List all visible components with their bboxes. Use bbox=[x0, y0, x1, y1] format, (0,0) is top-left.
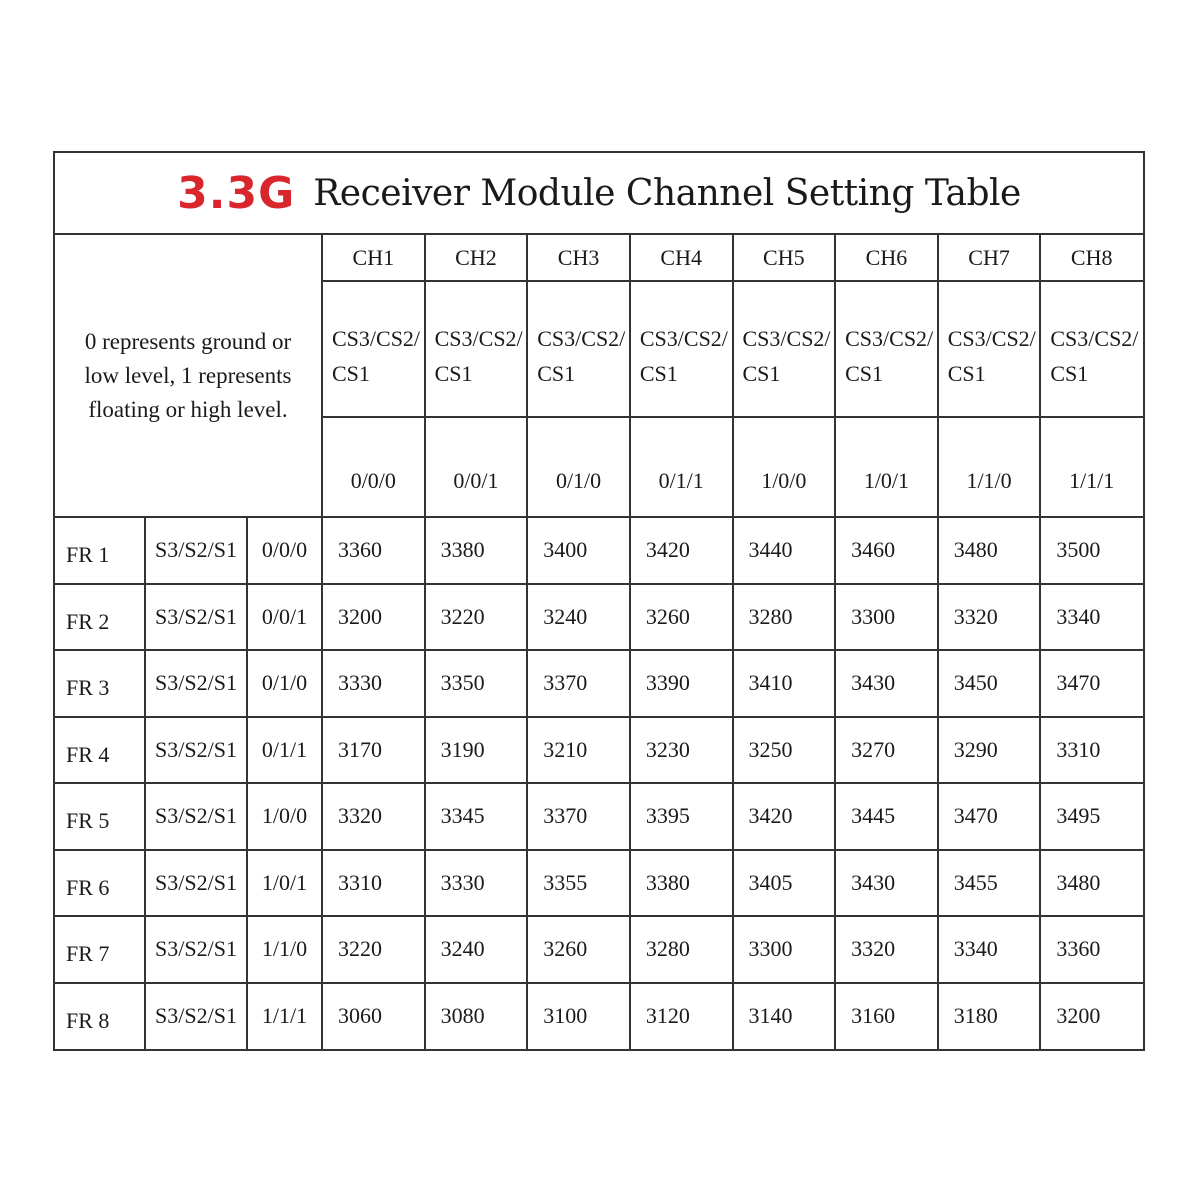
frequency-value: 3345 bbox=[440, 803, 485, 829]
channel-pins-line2: CS1 bbox=[845, 361, 884, 386]
switch-code: 0/0/0 bbox=[261, 537, 308, 563]
frequency-value: 3250 bbox=[748, 736, 793, 762]
frequency-value: 3300 bbox=[851, 603, 896, 629]
channel-pins bbox=[322, 281, 425, 417]
frequency-value: 3200 bbox=[338, 603, 382, 629]
frequency-value: 3330 bbox=[440, 869, 485, 895]
switch-code: 1/0/1 bbox=[261, 869, 308, 895]
channel-pins bbox=[1040, 281, 1143, 417]
frequency-value: 3410 bbox=[748, 670, 793, 696]
switch-pins: S3/S2/S1 bbox=[155, 869, 237, 895]
frequency-value: 3450 bbox=[953, 670, 998, 696]
channel-code: 1/0/1 bbox=[863, 468, 910, 493]
legend-note: 0 represents ground or low level, 1 represents floating or high level. bbox=[84, 329, 292, 422]
channel-header: CH1 bbox=[352, 245, 395, 270]
frequency-value: 3355 bbox=[543, 869, 588, 895]
title-highlight: 3.3G bbox=[177, 167, 296, 219]
frequency-value: 3480 bbox=[953, 537, 998, 563]
grid-line-horizontal bbox=[55, 716, 1143, 718]
frequency-value: 3260 bbox=[645, 603, 690, 629]
channel-code: 0/1/1 bbox=[658, 468, 704, 493]
grid-line-horizontal bbox=[55, 516, 1143, 518]
channel-pins-line1: CS3/CS2/ bbox=[845, 326, 934, 351]
frequency-value: 3370 bbox=[543, 670, 588, 696]
frequency-value: 3260 bbox=[543, 936, 588, 962]
frequency-value: 3400 bbox=[543, 537, 588, 563]
frequency-value: 3390 bbox=[645, 670, 690, 696]
channel-header: CH8 bbox=[1070, 245, 1113, 270]
frequency-value: 3495 bbox=[1056, 803, 1101, 829]
frequency-value: 3380 bbox=[440, 537, 485, 563]
channel-pins bbox=[733, 281, 836, 417]
channel-pins bbox=[835, 281, 938, 417]
frequency-value: 3455 bbox=[953, 869, 998, 895]
frequency-value: 3405 bbox=[748, 869, 793, 895]
channel-header: CH2 bbox=[455, 245, 497, 270]
grid-line-vertical bbox=[732, 235, 734, 1049]
frequency-value: 3220 bbox=[440, 603, 485, 629]
frequency-value: 3180 bbox=[953, 1002, 998, 1028]
grid-line-vertical bbox=[937, 235, 939, 1049]
switch-code: 0/1/1 bbox=[261, 736, 308, 762]
channel-header: CH4 bbox=[660, 245, 702, 270]
switch-pins: S3/S2/S1 bbox=[155, 1002, 237, 1028]
frequency-value: 3470 bbox=[1056, 670, 1101, 696]
frequency-label: FR 6 bbox=[66, 874, 110, 900]
switch-pins: S3/S2/S1 bbox=[155, 537, 237, 563]
frequency-label: FR 2 bbox=[66, 608, 110, 634]
channel-pins-line2: CS1 bbox=[947, 361, 986, 386]
frequency-value: 3210 bbox=[543, 736, 588, 762]
frequency-value: 3380 bbox=[645, 869, 690, 895]
grid-line-horizontal bbox=[55, 782, 1143, 784]
channel-pins-line1: CS3/CS2/ bbox=[434, 326, 523, 351]
frequency-label: FR 3 bbox=[66, 675, 110, 701]
frequency-value: 3240 bbox=[543, 603, 588, 629]
channel-setting-table bbox=[53, 151, 1145, 1051]
switch-pins: S3/S2/S1 bbox=[155, 803, 237, 829]
frequency-value: 3200 bbox=[1056, 1002, 1101, 1028]
frequency-value: 3430 bbox=[851, 670, 896, 696]
switch-pins: S3/S2/S1 bbox=[155, 670, 237, 696]
frequency-value: 3100 bbox=[543, 1002, 588, 1028]
switch-code: 1/1/0 bbox=[261, 936, 308, 962]
channel-header: CH7 bbox=[968, 245, 1010, 270]
channel-header: CH3 bbox=[557, 245, 600, 270]
channel-pins-line1: CS3/CS2/ bbox=[537, 326, 626, 351]
title-text: Receiver Module Channel Setting Table bbox=[313, 172, 1021, 214]
frequency-value: 3270 bbox=[851, 736, 896, 762]
frequency-value: 3430 bbox=[851, 869, 896, 895]
frequency-value: 3310 bbox=[338, 869, 382, 895]
frequency-value: 3230 bbox=[645, 736, 690, 762]
frequency-value: 3350 bbox=[440, 670, 485, 696]
table-title bbox=[55, 153, 1143, 235]
channel-pins bbox=[630, 281, 733, 417]
switch-pins: S3/S2/S1 bbox=[155, 736, 237, 762]
frequency-value: 3470 bbox=[953, 803, 998, 829]
channel-code: 1/1/0 bbox=[966, 468, 1012, 493]
frequency-value: 3300 bbox=[748, 936, 793, 962]
frequency-value: 3290 bbox=[953, 736, 998, 762]
grid-line-vertical bbox=[1039, 235, 1041, 1049]
channel-pins-line2: CS1 bbox=[434, 361, 473, 386]
frequency-value: 3140 bbox=[748, 1002, 793, 1028]
frequency-value: 3320 bbox=[851, 936, 896, 962]
grid-line-vertical bbox=[834, 235, 836, 1049]
grid-line-vertical bbox=[629, 235, 631, 1049]
channel-code: 1/0/0 bbox=[761, 468, 807, 493]
frequency-value: 3340 bbox=[953, 936, 998, 962]
channel-pins bbox=[425, 281, 528, 417]
channel-pins-line2: CS1 bbox=[1050, 361, 1089, 386]
frequency-value: 3500 bbox=[1056, 537, 1101, 563]
frequency-value: 3360 bbox=[338, 537, 382, 563]
switch-code: 0/0/1 bbox=[261, 603, 308, 629]
frequency-value: 3120 bbox=[645, 1002, 690, 1028]
frequency-value: 3370 bbox=[543, 803, 588, 829]
frequency-value: 3420 bbox=[645, 537, 690, 563]
frequency-label: FR 1 bbox=[66, 542, 110, 568]
table-grid bbox=[55, 235, 1143, 1049]
channel-pins-line2: CS1 bbox=[742, 361, 781, 386]
switch-code: 0/1/0 bbox=[261, 670, 308, 696]
grid-line-horizontal bbox=[55, 982, 1143, 984]
frequency-label: FR 7 bbox=[66, 941, 110, 967]
grid-line-vertical bbox=[321, 235, 323, 1049]
frequency-value: 3190 bbox=[440, 736, 485, 762]
channel-header: CH5 bbox=[763, 245, 805, 270]
channel-code: 1/1/1 bbox=[1069, 468, 1115, 493]
grid-line-horizontal bbox=[55, 583, 1143, 585]
channel-pins-line2: CS1 bbox=[537, 361, 576, 386]
frequency-value: 3240 bbox=[440, 936, 485, 962]
frequency-value: 3360 bbox=[1056, 936, 1101, 962]
channel-pins-line1: CS3/CS2/ bbox=[332, 326, 421, 351]
channel-pins-line1: CS3/CS2/ bbox=[639, 326, 728, 351]
frequency-value: 3160 bbox=[851, 1002, 896, 1028]
grid-line-horizontal bbox=[55, 649, 1143, 651]
channel-pins-line1: CS3/CS2/ bbox=[1050, 326, 1139, 351]
frequency-value: 3440 bbox=[748, 537, 793, 563]
channel-header: CH6 bbox=[865, 245, 908, 270]
channel-pins-line2: CS1 bbox=[639, 361, 678, 386]
channel-pins-line1: CS3/CS2/ bbox=[947, 326, 1036, 351]
channel-code: 0/0/0 bbox=[350, 468, 396, 493]
frequency-value: 3220 bbox=[338, 936, 382, 962]
frequency-value: 3395 bbox=[645, 803, 690, 829]
switch-code: 1/0/0 bbox=[261, 803, 308, 829]
frequency-value: 3080 bbox=[440, 1002, 485, 1028]
frequency-value: 3060 bbox=[338, 1002, 382, 1028]
frequency-label: FR 4 bbox=[66, 741, 110, 767]
grid-line-horizontal bbox=[322, 416, 1143, 418]
switch-code: 1/1/1 bbox=[261, 1002, 308, 1028]
grid-line-horizontal bbox=[55, 915, 1143, 917]
frequency-value: 3445 bbox=[851, 803, 896, 829]
channel-pins bbox=[938, 281, 1041, 417]
channel-code: 0/1/0 bbox=[555, 468, 602, 493]
frequency-value: 3460 bbox=[851, 537, 896, 563]
frequency-value: 3320 bbox=[338, 803, 382, 829]
frequency-value: 3420 bbox=[748, 803, 793, 829]
grid-line-vertical bbox=[526, 235, 528, 1049]
switch-pins: S3/S2/S1 bbox=[155, 936, 237, 962]
frequency-label: FR 5 bbox=[66, 808, 110, 834]
frequency-value: 3480 bbox=[1056, 869, 1101, 895]
frequency-label: FR 8 bbox=[66, 1007, 110, 1033]
frequency-value: 3310 bbox=[1056, 736, 1101, 762]
grid-line-horizontal bbox=[322, 280, 1143, 282]
grid-line-vertical bbox=[424, 235, 426, 1049]
channel-pins bbox=[527, 281, 630, 417]
frequency-value: 3170 bbox=[338, 736, 382, 762]
frequency-value: 3320 bbox=[953, 603, 998, 629]
channel-pins-line1: CS3/CS2/ bbox=[742, 326, 831, 351]
switch-pins: S3/S2/S1 bbox=[155, 603, 237, 629]
channel-code: 0/0/1 bbox=[453, 468, 499, 493]
frequency-value: 3340 bbox=[1056, 603, 1101, 629]
grid-line-horizontal bbox=[55, 849, 1143, 851]
frequency-value: 3280 bbox=[645, 936, 690, 962]
channel-pins-line2: CS1 bbox=[332, 361, 370, 386]
frequency-value: 3330 bbox=[338, 670, 382, 696]
frequency-value: 3280 bbox=[748, 603, 793, 629]
